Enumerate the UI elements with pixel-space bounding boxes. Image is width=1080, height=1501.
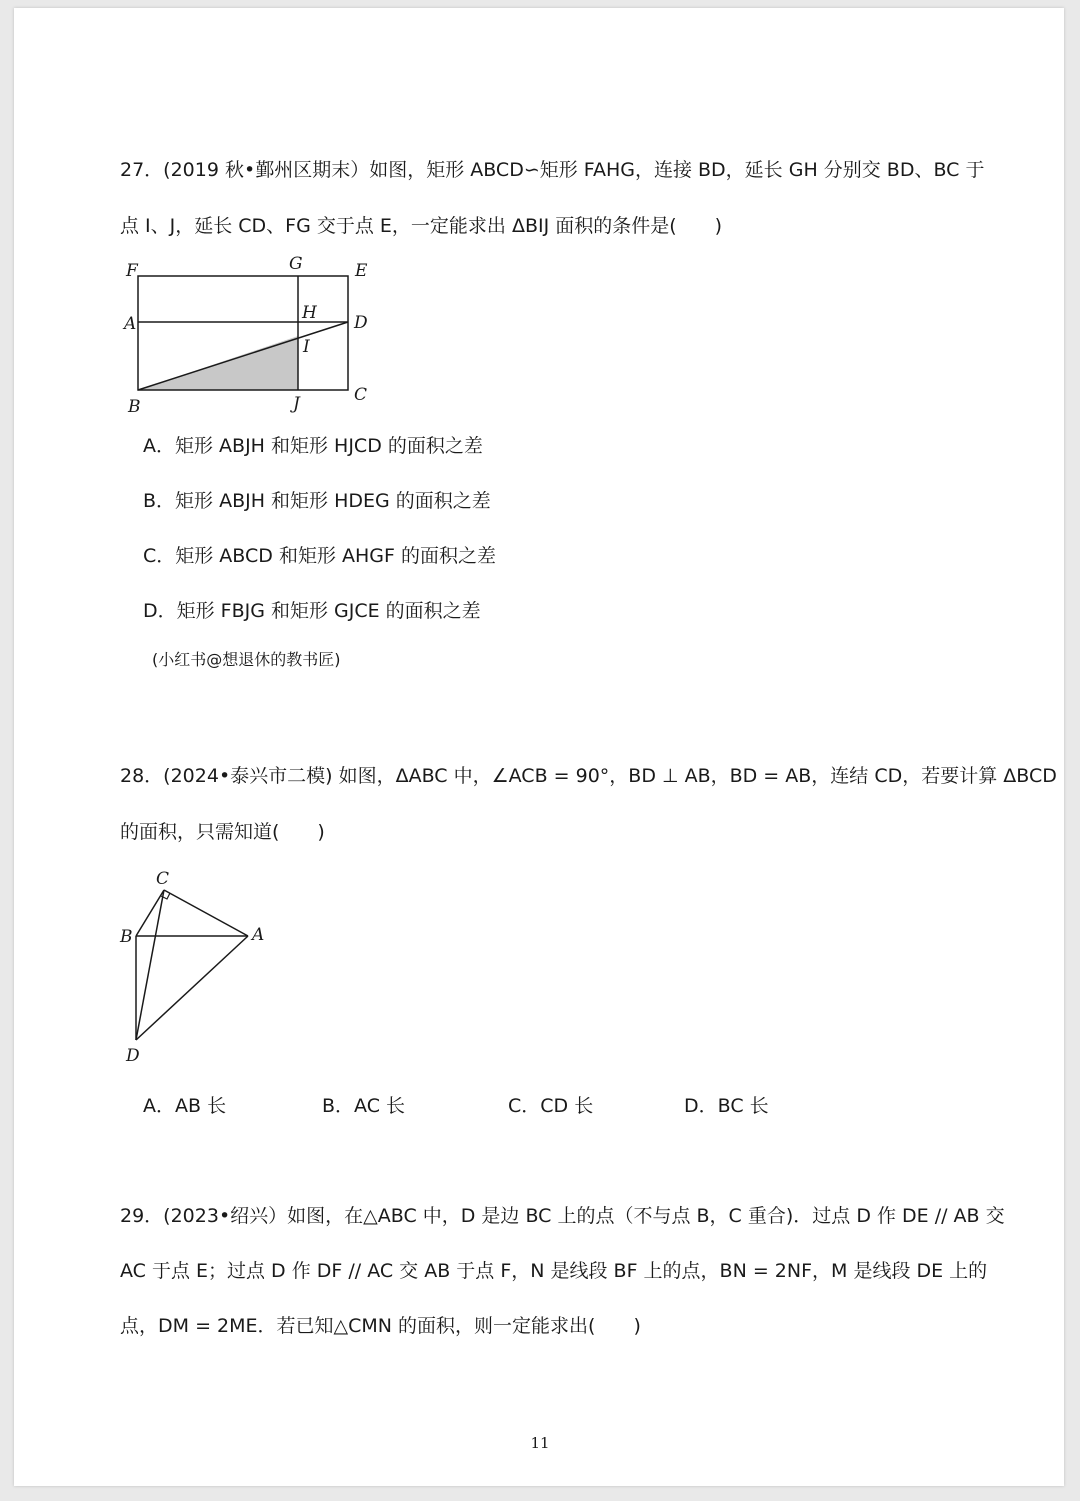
q27-label-j: J (293, 394, 300, 414)
page-number: 11 (530, 1434, 550, 1452)
q27-label-d: D (354, 313, 368, 333)
q29-stem-line-3: 点，DM = 2ME．若已知△CMN 的面积，则一定能求出( ) (120, 1315, 641, 1337)
q27-label-e: E (355, 261, 368, 281)
q29-stem-line-2: AC 于点 E；过点 D 作 DF // AC 交 AB 于点 F，N 是线段 BF 上的点，BN = 2NF，M 是线段 DE 上的 (120, 1260, 988, 1282)
q28-option-c[interactable]: C．CD 长 (508, 1095, 594, 1117)
q28-figure (112, 866, 282, 1066)
q28-segment-ca (164, 890, 248, 936)
q28-option-d[interactable]: D．BC 长 (684, 1095, 769, 1117)
q27-label-c: C (354, 385, 368, 405)
q27-label-f: F (126, 261, 138, 281)
q29-stem-line-1: 29．(2023•绍兴）如图，在△ABC 中，D 是边 BC 上的点（不与点 B，C 重合)．过点 D 作 DE // AB 交 (120, 1205, 1005, 1227)
q27-option-a[interactable]: A．矩形 ABJH 和矩形 HJCD 的面积之差 (143, 435, 483, 457)
q28-label-d: D (126, 1046, 140, 1066)
q27-figure (118, 252, 378, 422)
q28-label-c: C (156, 869, 170, 889)
q28-option-b[interactable]: B．AC 长 (322, 1095, 406, 1117)
q27-label-a: A (124, 314, 137, 334)
q27-option-b[interactable]: B．矩形 ABJH 和矩形 HDEG 的面积之差 (143, 490, 491, 512)
q27-stem-line-2: 点 I、J，延长 CD、FG 交于点 E，一定能求出 ΔBIJ 面积的条件是( ) (120, 215, 723, 237)
q28-label-b: B (120, 927, 133, 947)
q27-option-c[interactable]: C．矩形 ABCD 和矩形 AHGF 的面积之差 (143, 545, 496, 567)
q27-label-g: G (289, 254, 303, 274)
q28-label-a: A (252, 925, 265, 945)
q28-stem-line-2: 的面积，只需知道( ) (120, 821, 325, 843)
q27-label-i: I (303, 337, 310, 357)
q27-option-d[interactable]: D．矩形 FBJG 和矩形 GJCE 的面积之差 (143, 600, 481, 622)
watermark-text: (小红书@想退休的教书匠) (152, 650, 341, 669)
q27-label-h: H (302, 303, 317, 323)
q27-stem-line-1: 27．(2019 秋•鄞州区期末）如图，矩形 ABCD∽矩形 FAHG，连接 BD，延长 GH 分别交 BD、BC 于 (120, 159, 985, 181)
q28-option-a[interactable]: A．AB 长 (143, 1095, 227, 1117)
q27-label-b: B (128, 397, 141, 417)
q28-stem-line-1: 28．(2024•泰兴市二模) 如图，ΔABC 中，∠ACB = 90°，BD ⊥ AB，BD = AB，连结 CD，若要计算 ΔBCD (120, 765, 1057, 787)
